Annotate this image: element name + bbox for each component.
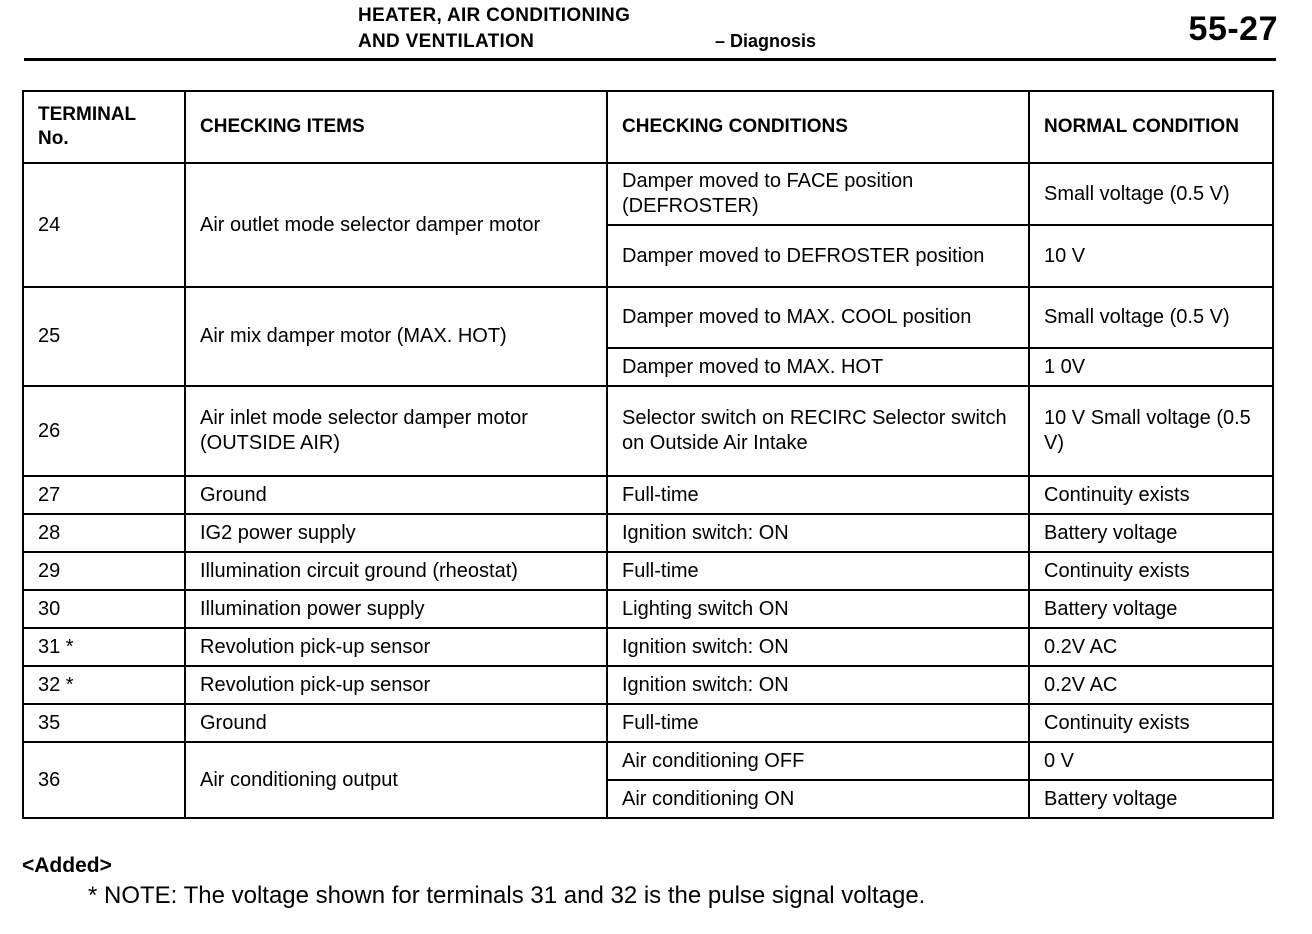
normal-condition-cell: Battery voltage bbox=[1029, 590, 1273, 628]
footnote: * NOTE: The voltage shown for terminals 31 and 32 is the pulse signal voltage. bbox=[88, 882, 926, 909]
checking-condition-cell: Ignition switch: ON bbox=[607, 628, 1029, 666]
normal-condition-cell: Continuity exists bbox=[1029, 476, 1273, 514]
terminal-cell: 25 bbox=[23, 287, 185, 386]
normal-condition-cell: 0 V bbox=[1029, 742, 1273, 780]
normal-condition-cell: Battery voltage bbox=[1029, 514, 1273, 552]
checking-condition-cell: Damper moved to MAX. HOT bbox=[607, 348, 1029, 386]
table-row bbox=[23, 742, 1273, 780]
table-row bbox=[23, 704, 1273, 742]
checking-item-cell: Air mix damper motor (MAX. HOT) bbox=[185, 287, 607, 386]
column-header-checking-items: CHECKING ITEMS bbox=[185, 91, 607, 163]
header-divider bbox=[24, 58, 1276, 61]
normal-condition-cell: Battery voltage bbox=[1029, 780, 1273, 818]
checking-condition-cell: Damper moved to FACE position (DEFROSTER) bbox=[607, 163, 1029, 225]
terminal-cell: 29 bbox=[23, 552, 185, 590]
table-row bbox=[23, 590, 1273, 628]
checking-item-cell: Air conditioning output bbox=[185, 742, 607, 818]
normal-condition-cell: Small voltage (0.5 V) bbox=[1029, 163, 1273, 225]
normal-condition-cell: 10 V bbox=[1029, 225, 1273, 287]
table-row bbox=[23, 628, 1273, 666]
section-title-line2: AND VENTILATION bbox=[358, 31, 535, 52]
diagnosis-table bbox=[22, 90, 1274, 819]
added-label: <Added> bbox=[22, 854, 112, 877]
column-header-terminal: TERMINAL No. bbox=[23, 91, 185, 163]
table-row bbox=[23, 386, 1273, 476]
table-header-row bbox=[23, 91, 1273, 163]
checking-condition-cell: Damper moved to MAX. COOL position bbox=[607, 287, 1029, 348]
checking-condition-cell: Full-time bbox=[607, 552, 1029, 590]
checking-item-cell: Ground bbox=[185, 476, 607, 514]
checking-item-cell: Ground bbox=[185, 704, 607, 742]
page-header bbox=[0, 0, 1312, 70]
checking-condition-cell: Damper moved to DEFROSTER position bbox=[607, 225, 1029, 287]
checking-condition-cell: Ignition switch: ON bbox=[607, 666, 1029, 704]
checking-item-cell: Illumination power supply bbox=[185, 590, 607, 628]
checking-item-cell: Illumination circuit ground (rheostat) bbox=[185, 552, 607, 590]
normal-condition-cell: 0.2V AC bbox=[1029, 628, 1273, 666]
normal-condition-cell: Small voltage (0.5 V) bbox=[1029, 287, 1273, 348]
terminal-cell: 30 bbox=[23, 590, 185, 628]
normal-condition-cell: 10 V Small voltage (0.5 V) bbox=[1029, 386, 1273, 476]
table-row bbox=[23, 552, 1273, 590]
page-number: 55-27 bbox=[1188, 10, 1278, 48]
checking-condition-cell: Full-time bbox=[607, 476, 1029, 514]
table-row bbox=[23, 666, 1273, 704]
terminal-cell: 27 bbox=[23, 476, 185, 514]
checking-item-cell: Revolution pick-up sensor bbox=[185, 628, 607, 666]
terminal-cell: 31 * bbox=[23, 628, 185, 666]
checking-condition-cell: Lighting switch ON bbox=[607, 590, 1029, 628]
table-row bbox=[23, 163, 1273, 225]
checking-condition-cell: Air conditioning OFF bbox=[607, 742, 1029, 780]
section-title-line1: HEATER, AIR CONDITIONING bbox=[358, 5, 631, 26]
terminal-cell: 35 bbox=[23, 704, 185, 742]
checking-item-cell: Air outlet mode selector damper motor bbox=[185, 163, 607, 287]
checking-condition-cell: Full-time bbox=[607, 704, 1029, 742]
checking-condition-cell: Ignition switch: ON bbox=[607, 514, 1029, 552]
terminal-cell: 24 bbox=[23, 163, 185, 287]
terminal-cell: 28 bbox=[23, 514, 185, 552]
normal-condition-cell: 0.2V AC bbox=[1029, 666, 1273, 704]
normal-condition-cell: Continuity exists bbox=[1029, 704, 1273, 742]
terminal-cell: 32 * bbox=[23, 666, 185, 704]
checking-condition-cell: Selector switch on RECIRC Selector switch on Outside Air Intake bbox=[607, 386, 1029, 476]
checking-condition-cell: Air conditioning ON bbox=[607, 780, 1029, 818]
terminal-cell: 26 bbox=[23, 386, 185, 476]
checking-item-cell: IG2 power supply bbox=[185, 514, 607, 552]
table-row bbox=[23, 476, 1273, 514]
column-header-normal-condition: NORMAL CONDITION bbox=[1029, 91, 1273, 163]
checking-item-cell: Air inlet mode selector damper motor (OUTSIDE AIR) bbox=[185, 386, 607, 476]
section-subtitle: – Diagnosis bbox=[715, 31, 817, 51]
normal-condition-cell: Continuity exists bbox=[1029, 552, 1273, 590]
checking-item-cell: Revolution pick-up sensor bbox=[185, 666, 607, 704]
terminal-cell: 36 bbox=[23, 742, 185, 818]
table-row bbox=[23, 514, 1273, 552]
table-row bbox=[23, 287, 1273, 348]
normal-condition-cell: 1 0V bbox=[1029, 348, 1273, 386]
column-header-checking-conditions: CHECKING CONDITIONS bbox=[607, 91, 1029, 163]
